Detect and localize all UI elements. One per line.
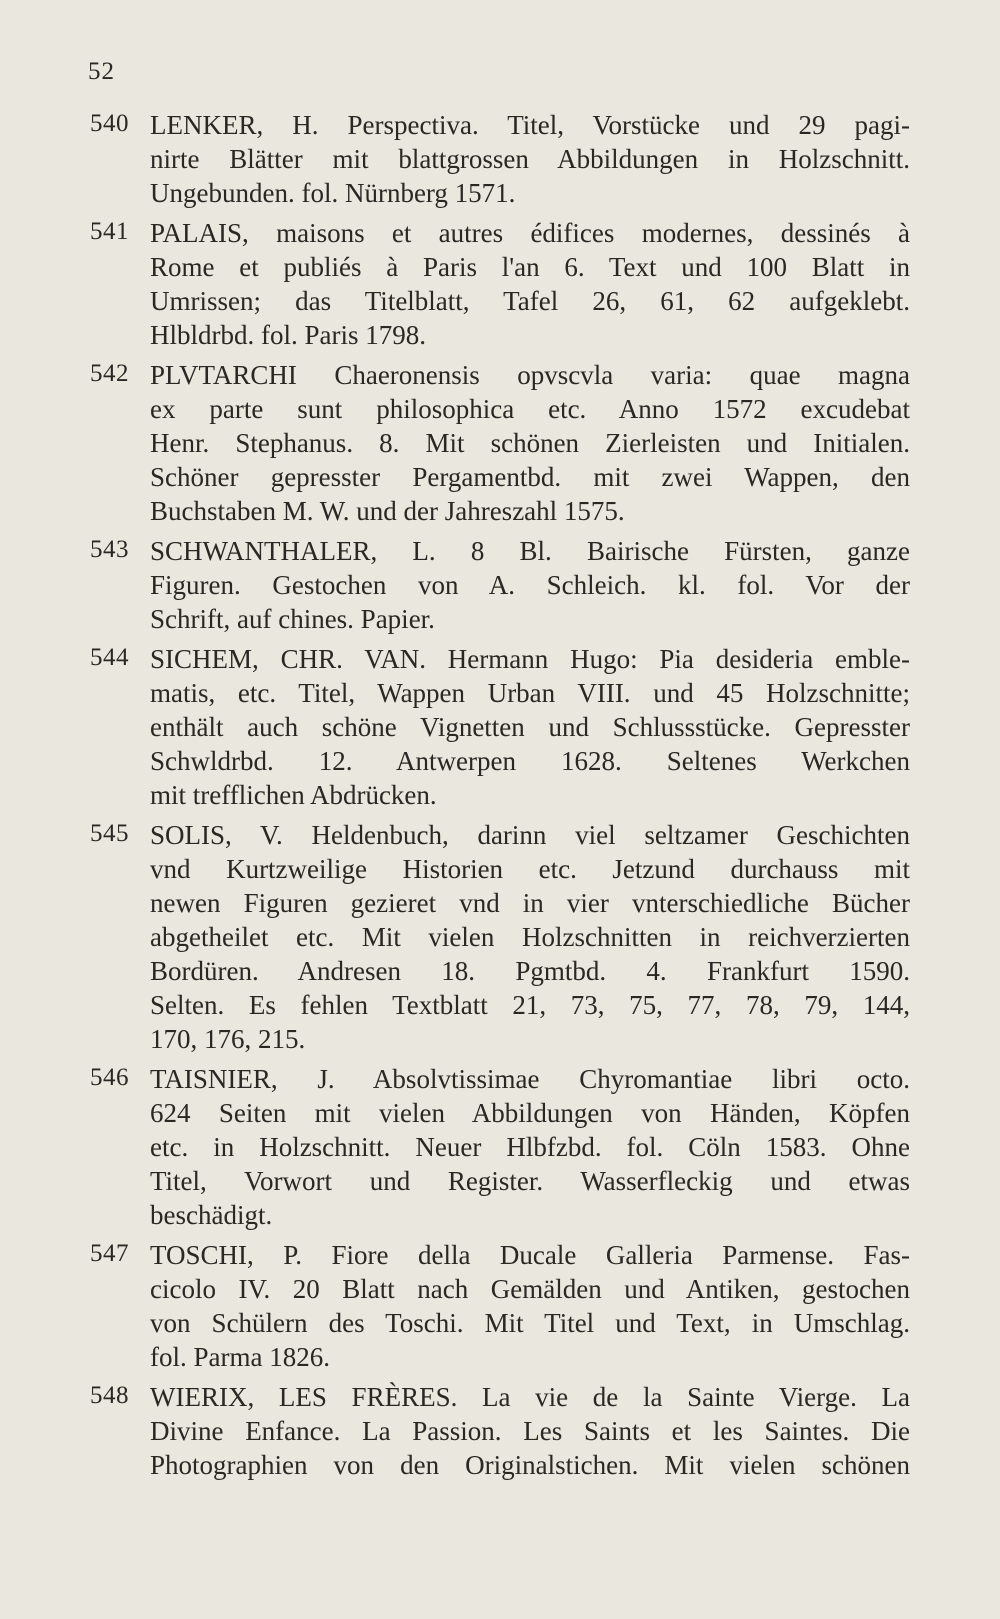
entry-number: 546 (90, 1064, 129, 1091)
entry-line: 170, 176, 215. (150, 1024, 306, 1054)
entry-line: Schöner gepresster Pergamentbd. mit zwei Wappen, den (150, 462, 910, 492)
entry-text (150, 358, 910, 528)
catalog-entry (0, 1062, 1000, 1232)
entry-line: Ungebunden. fol. Nürnberg 1571. (150, 178, 516, 208)
entry-text (150, 1380, 910, 1482)
entry-line: Buchstaben M. W. und der Jahreszahl 1575. (150, 496, 625, 526)
entry-line: beschädigt. (150, 1200, 273, 1230)
catalog-entry (0, 1238, 1000, 1374)
entry-line: Titel, Vorwort und Register. Wasserfleckig und etwas (150, 1166, 910, 1196)
entry-line: nirte Blätter mit blattgrossen Abbildungen in Holzschnitt. (150, 144, 910, 174)
entry-number: 541 (90, 218, 129, 245)
entry-line: WIERIX, LES FRÈRES. La vie de la Sainte Vierge. La (150, 1382, 910, 1412)
entry-line: Photographien von den Originalstichen. Mit vielen schönen (150, 1450, 910, 1480)
entry-text (150, 1062, 910, 1232)
page-number: 52 (88, 58, 115, 85)
entry-line: Divine Enfance. La Passion. Les Saints et les Saintes. Die (150, 1416, 910, 1446)
entry-line: Selten. Es fehlen Textblatt 21, 73, 75, 77, 78, 79, 144, (150, 990, 910, 1020)
entry-line: cicolo IV. 20 Blatt nach Gemälden und Antiken, gestochen (150, 1274, 910, 1304)
entry-number: 543 (90, 536, 129, 563)
entry-text (150, 1238, 910, 1374)
entry-line: 624 Seiten mit vielen Abbildungen von Händen, Köpfen (150, 1098, 910, 1128)
entry-line: newen Figuren gezieret vnd in vier vnterschiedliche Bücher (150, 888, 910, 918)
entry-line: mit trefflichen Abdrücken. (150, 780, 437, 810)
entry-line: vnd Kurtzweilige Historien etc. Jetzund durchauss mit (150, 854, 910, 884)
catalog-entry (0, 818, 1000, 1056)
entry-line: Henr. Stephanus. 8. Mit schönen Zierleisten und Initialen. (150, 428, 910, 458)
entry-line: PALAIS, maisons et autres édifices modernes, dessinés à (150, 218, 910, 248)
entry-line: Rome et publiés à Paris l'an 6. Text und 100 Blatt in (150, 252, 910, 282)
entry-number: 540 (90, 110, 129, 137)
entry-number: 542 (90, 360, 129, 387)
entry-line: Bordüren. Andresen 18. Pgmtbd. 4. Frankfurt 1590. (150, 956, 910, 986)
entry-text (150, 642, 910, 812)
entry-line: matis, etc. Titel, Wappen Urban VIII. und 45 Holzschnitte; (150, 678, 910, 708)
entry-number: 544 (90, 644, 129, 671)
catalog-entry (0, 642, 1000, 812)
entry-line: PLVTARCHI Chaeronensis opvscvla varia: quae magna (150, 360, 910, 390)
entry-line: ex parte sunt philosophica etc. Anno 1572 excudebat (150, 394, 910, 424)
entry-number: 548 (90, 1382, 129, 1409)
entry-line: Hlbldrbd. fol. Paris 1798. (150, 320, 426, 350)
entry-text (150, 108, 910, 210)
catalog-entry (0, 216, 1000, 352)
entry-text (150, 818, 910, 1056)
entry-line: Schrift, auf chines. Papier. (150, 604, 435, 634)
entry-line: enthält auch schöne Vignetten und Schlussstücke. Gepresster (150, 712, 910, 742)
entry-line: Umrissen; das Titelblatt, Tafel 26, 61, 62 aufgeklebt. (150, 286, 910, 316)
entry-line: TAISNIER, J. Absolvtissimae Chyromantiae libri octo. (150, 1064, 910, 1094)
entry-text (150, 216, 910, 352)
entry-line: TOSCHI, P. Fiore della Ducale Galleria Parmense. Fas- (150, 1240, 910, 1270)
catalog-entries (0, 108, 1000, 1488)
entry-line: SCHWANTHALER, L. 8 Bl. Bairische Fürsten, ganze (150, 536, 910, 566)
catalog-entry (0, 108, 1000, 210)
entry-line: SOLIS, V. Heldenbuch, darinn viel seltzamer Geschichten (150, 820, 910, 850)
entry-line: Schwldrbd. 12. Antwerpen 1628. Seltenes Werkchen (150, 746, 910, 776)
entry-line: fol. Parma 1826. (150, 1342, 330, 1372)
entry-text (150, 534, 910, 636)
entry-line: abgetheilet etc. Mit vielen Holzschnitten in reichverzierten (150, 922, 910, 952)
entry-line: etc. in Holzschnitt. Neuer Hlbfzbd. fol. Cöln 1583. Ohne (150, 1132, 910, 1162)
catalog-entry (0, 534, 1000, 636)
entry-number: 545 (90, 820, 129, 847)
entry-line: LENKER, H. Perspectiva. Titel, Vorstücke und 29 pagi- (150, 110, 910, 140)
entry-number: 547 (90, 1240, 129, 1267)
catalog-entry (0, 1380, 1000, 1482)
entry-line: SICHEM, CHR. VAN. Hermann Hugo: Pia desideria emble- (150, 644, 910, 674)
entry-line: Figuren. Gestochen von A. Schleich. kl. fol. Vor der (150, 570, 910, 600)
entry-line: von Schülern des Toschi. Mit Titel und Text, in Umschlag. (150, 1308, 910, 1338)
catalog-entry (0, 358, 1000, 528)
